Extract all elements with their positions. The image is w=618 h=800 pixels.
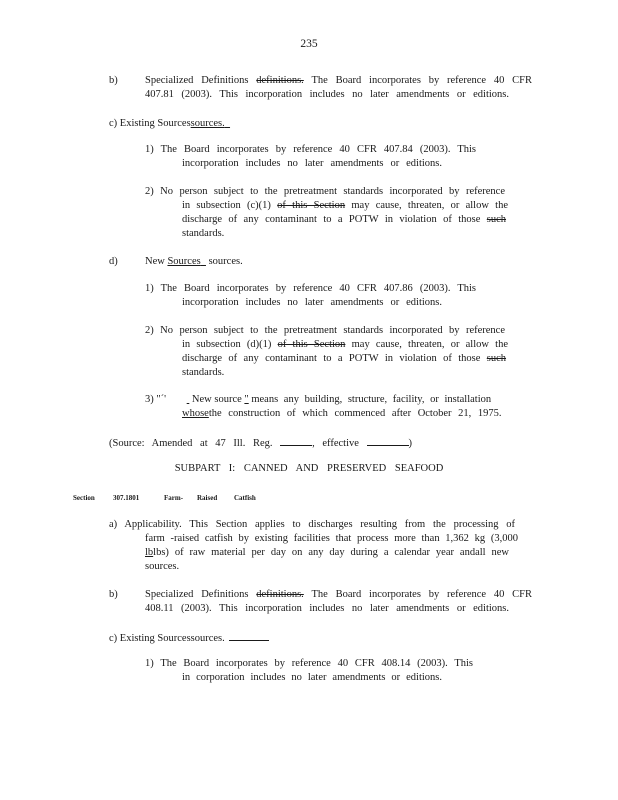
paragraph-line: a) Applicability. This Section applies to discharges resulting from the processing of	[109, 519, 515, 530]
paragraph-line: standards.	[182, 367, 225, 378]
paragraph-line: farm -raised catfish by existing facilities that process more than 1,362 kg (3,000	[145, 533, 518, 544]
paragraph-line: standards.	[182, 228, 225, 239]
section-heading: Section 307.1801 Farm- Raised Catfish	[73, 494, 256, 502]
paragraph-line: incorporation includes no later amendments or editions.	[182, 158, 442, 169]
paragraph-line: discharge of any contaminant to a POTW in violation of those such	[182, 214, 507, 225]
blank-line	[229, 630, 269, 641]
paragraph-line: whosethe construction of which commenced after October 21, 1975.	[182, 408, 502, 419]
blank-line	[280, 435, 312, 446]
page-number: 235	[300, 38, 318, 50]
paragraph-line: 1) The Board incorporates by reference 40 CFR 407.86 (2003). This	[145, 283, 476, 294]
subsection-marker: b)	[109, 75, 118, 86]
subpart-heading: SUBPART I: CANNED AND PRESERVED SEAFOOD	[174, 463, 444, 474]
struck-text: of this Section	[277, 200, 346, 211]
subsection-heading: New Sources sources.	[145, 256, 243, 267]
blank-line	[367, 435, 409, 446]
paragraph-line: discharge of any contaminant to a POTW in violation of those such	[182, 353, 507, 364]
struck-text: of this Section	[277, 339, 346, 350]
definitions-line: 407.81 (2003). This incorporation includes no later amendments or editions.	[145, 89, 509, 100]
definitions-line: Specialized Definitions definitions. The Board incorporates by reference 40 CFR	[145, 589, 533, 600]
paragraph-line: 3) "´' New source " means any building, structure, facility, or installation	[145, 394, 492, 405]
source-note: (Source: Amended at 47 Ill. Reg. , effective )	[109, 435, 412, 451]
paragraph-line: sources.	[145, 561, 180, 572]
subsection-marker: d)	[109, 256, 118, 267]
paragraph-line: in corporation includes no later amendments or editions.	[182, 672, 442, 683]
paragraph-line: lblbs) of raw material per day on any day during a calendar year andall new	[145, 547, 509, 558]
subsection-marker: b)	[109, 589, 118, 600]
paragraph-line: 2) No person subject to the pretreatment standards incorporated by reference	[145, 325, 505, 336]
struck-text: definitions.	[256, 589, 304, 600]
struck-text: such	[486, 214, 507, 225]
subsection-heading: c) Existing Sourcessources.	[109, 118, 225, 129]
paragraph-line: in subsection (c)(1) of this Section may cause, threaten, or allow the	[182, 200, 509, 211]
definitions-line: Specialized Definitions definitions. The Board incorporates by reference 40 CFR	[145, 75, 533, 86]
paragraph-line: in subsection (d)(1) of this Section may cause, threaten, or allow the	[182, 339, 508, 350]
paragraph-line: 1) The Board incorporates by reference 40 CFR 407.84 (2003). This	[145, 144, 476, 155]
paragraph-line: incorporation includes no later amendments or editions.	[182, 297, 442, 308]
subsection-heading: c) Existing Sourcessources.	[109, 630, 269, 646]
struck-text: definitions.	[256, 75, 304, 86]
struck-text: such	[486, 353, 507, 364]
paragraph-line: 2) No person subject to the pretreatment standards incorporated by reference	[145, 186, 505, 197]
definitions-line: 408.11 (2003). This incorporation includes no later amendments or editions.	[145, 603, 509, 614]
paragraph-line: 1) The Board incorporates by reference 40 CFR 408.14 (2003). This	[145, 658, 473, 669]
